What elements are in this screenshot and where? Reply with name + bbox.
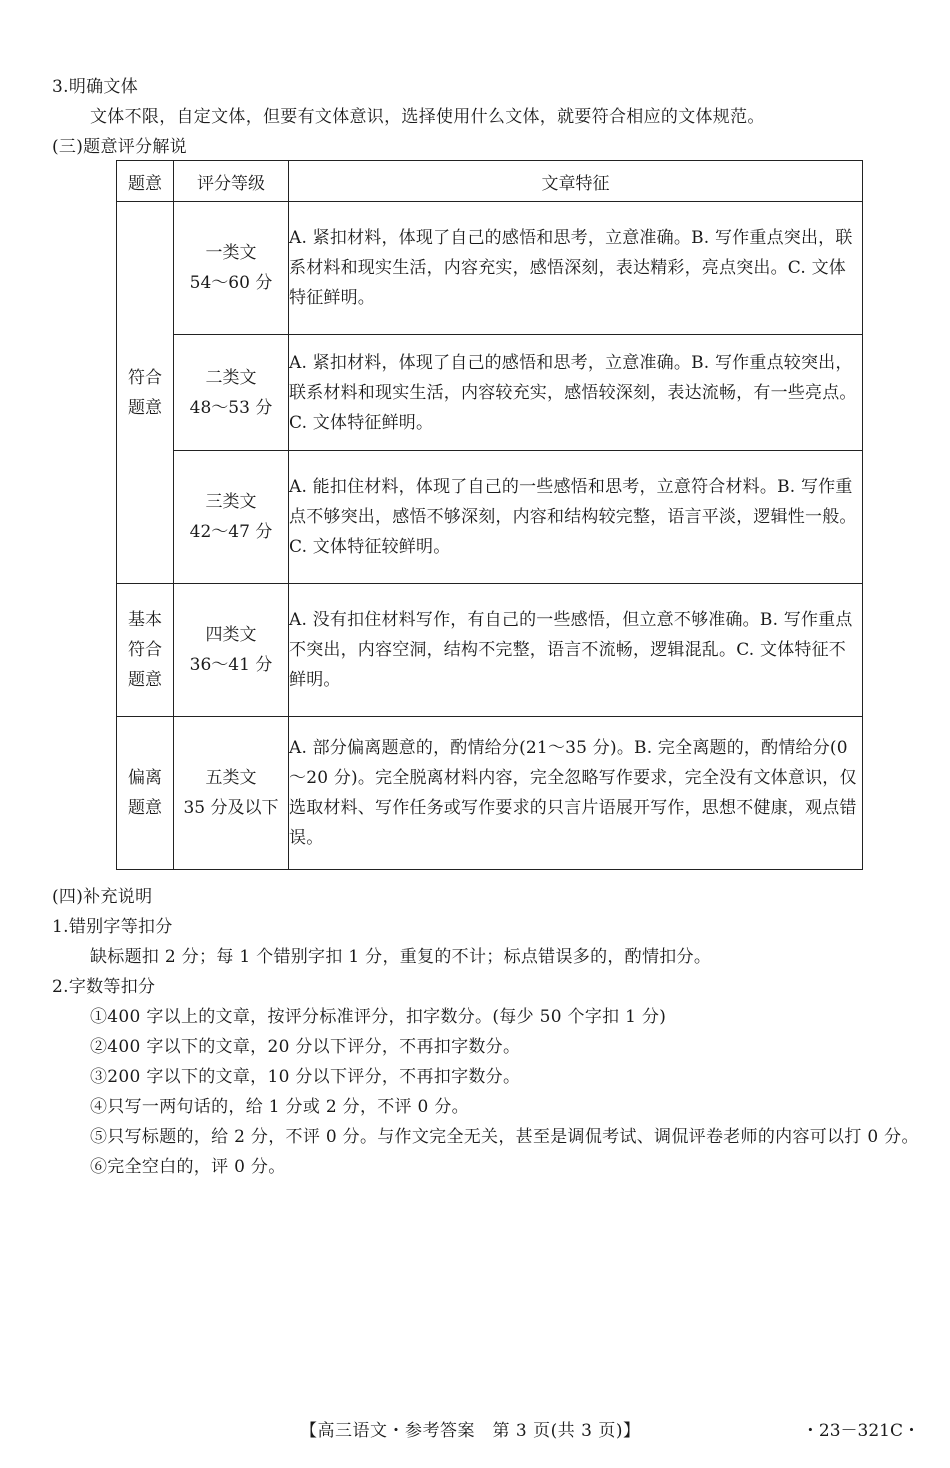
section-3-body: 文体不限，自定文体，但要有文体意识，选择使用什么文体，就要符合相应的文体规范。 <box>90 107 765 127</box>
list-item: ③200 字以下的文章，10 分以下评分，不再扣字数分。 <box>90 1067 521 1087</box>
footer-page-info: 【高三语文・参考答案 第 3 页(共 3 页)】 <box>300 1421 641 1441</box>
header-grade: 评分等级 <box>174 161 289 202</box>
word-count-title: 2.字数等扣分 <box>52 977 156 997</box>
feature-cell: A. 能扣住材料，体现了自己的一些感悟和思考，立意符合材料。B. 写作重点不够突出，感悟不够深刻，内容和结构较完整，语言平淡，逻辑性一般。C. 文体特征较鲜明。 <box>289 451 863 584</box>
table-row <box>117 717 863 870</box>
grading-table <box>116 160 863 870</box>
feature-cell: A. 部分偏离题意的，酌情给分(21～35 分)。B. 完全离题的，酌情给分(0～20 分)。完全脱离材料内容，完全忽略写作要求，完全没有文体意识，仅选取材料、写作任务或写作要求的只言片语展开写作，思想不健康，观点错误。 <box>289 717 863 870</box>
category-off-topic: 偏离 题意 <box>117 717 174 870</box>
table-row <box>117 451 863 584</box>
table-header-row <box>117 161 863 202</box>
typo-deduction-body: 缺标题扣 2 分；每 1 个错别字扣 1 分，重复的不计；标点错误多的，酌情扣分。 <box>90 947 712 967</box>
grade-cell: 一类文 54～60 分 <box>174 202 289 335</box>
list-item: ①400 字以上的文章，按评分标准评分，扣字数分。(每少 50 个字扣 1 分) <box>90 1007 667 1027</box>
grade-cell: 三类文 42～47 分 <box>174 451 289 584</box>
header-features: 文章特征 <box>289 161 863 202</box>
scoring-section-title: (三)题意评分解说 <box>52 137 187 157</box>
section-3-title: 3.明确文体 <box>52 77 139 97</box>
category-on-topic: 符合 题意 <box>117 202 174 584</box>
list-item: ④只写一两句话的，给 1 分或 2 分，不评 0 分。 <box>90 1097 469 1117</box>
feature-cell: A. 没有扣住材料写作，有自己的一些感悟，但立意不够准确。B. 写作重点不突出，内容空洞，结构不完整，语言不流畅，逻辑混乱。C. 文体特征不鲜明。 <box>289 584 863 717</box>
feature-cell: A. 紧扣材料，体现了自己的感悟和思考，立意准确。B. 写作重点较突出，联系材料和现实生活，内容较充实，感悟较深刻，表达流畅，有一些亮点。C. 文体特征鲜明。 <box>289 335 863 451</box>
footer-code: ・23－321C・ <box>801 1421 920 1441</box>
grade-cell: 四类文 36～41 分 <box>174 584 289 717</box>
feature-cell: A. 紧扣材料，体现了自己的感悟和思考，立意准确。B. 写作重点突出，联系材料和现实生活，内容充实，感悟深刻，表达精彩，亮点突出。C. 文体特征鲜明。 <box>289 202 863 335</box>
list-item: ⑥完全空白的，评 0 分。 <box>90 1157 286 1177</box>
grade-cell: 五类文 35 分及以下 <box>174 717 289 870</box>
table-row <box>117 584 863 717</box>
supplement-section-title: (四)补充说明 <box>52 887 153 907</box>
table-row <box>117 335 863 451</box>
table-row <box>117 202 863 335</box>
category-basically-on-topic: 基本 符合 题意 <box>117 584 174 717</box>
typo-deduction-title: 1.错别字等扣分 <box>52 917 173 937</box>
list-item: ⑤只写标题的，给 2 分，不评 0 分。与作文完全无关，甚至是调侃考试、调侃评卷老师的内容可以打 0 分。 <box>90 1127 919 1147</box>
grade-cell: 二类文 48～53 分 <box>174 335 289 451</box>
header-topic: 题意 <box>117 161 174 202</box>
list-item: ②400 字以下的文章，20 分以下评分，不再扣字数分。 <box>90 1037 521 1057</box>
